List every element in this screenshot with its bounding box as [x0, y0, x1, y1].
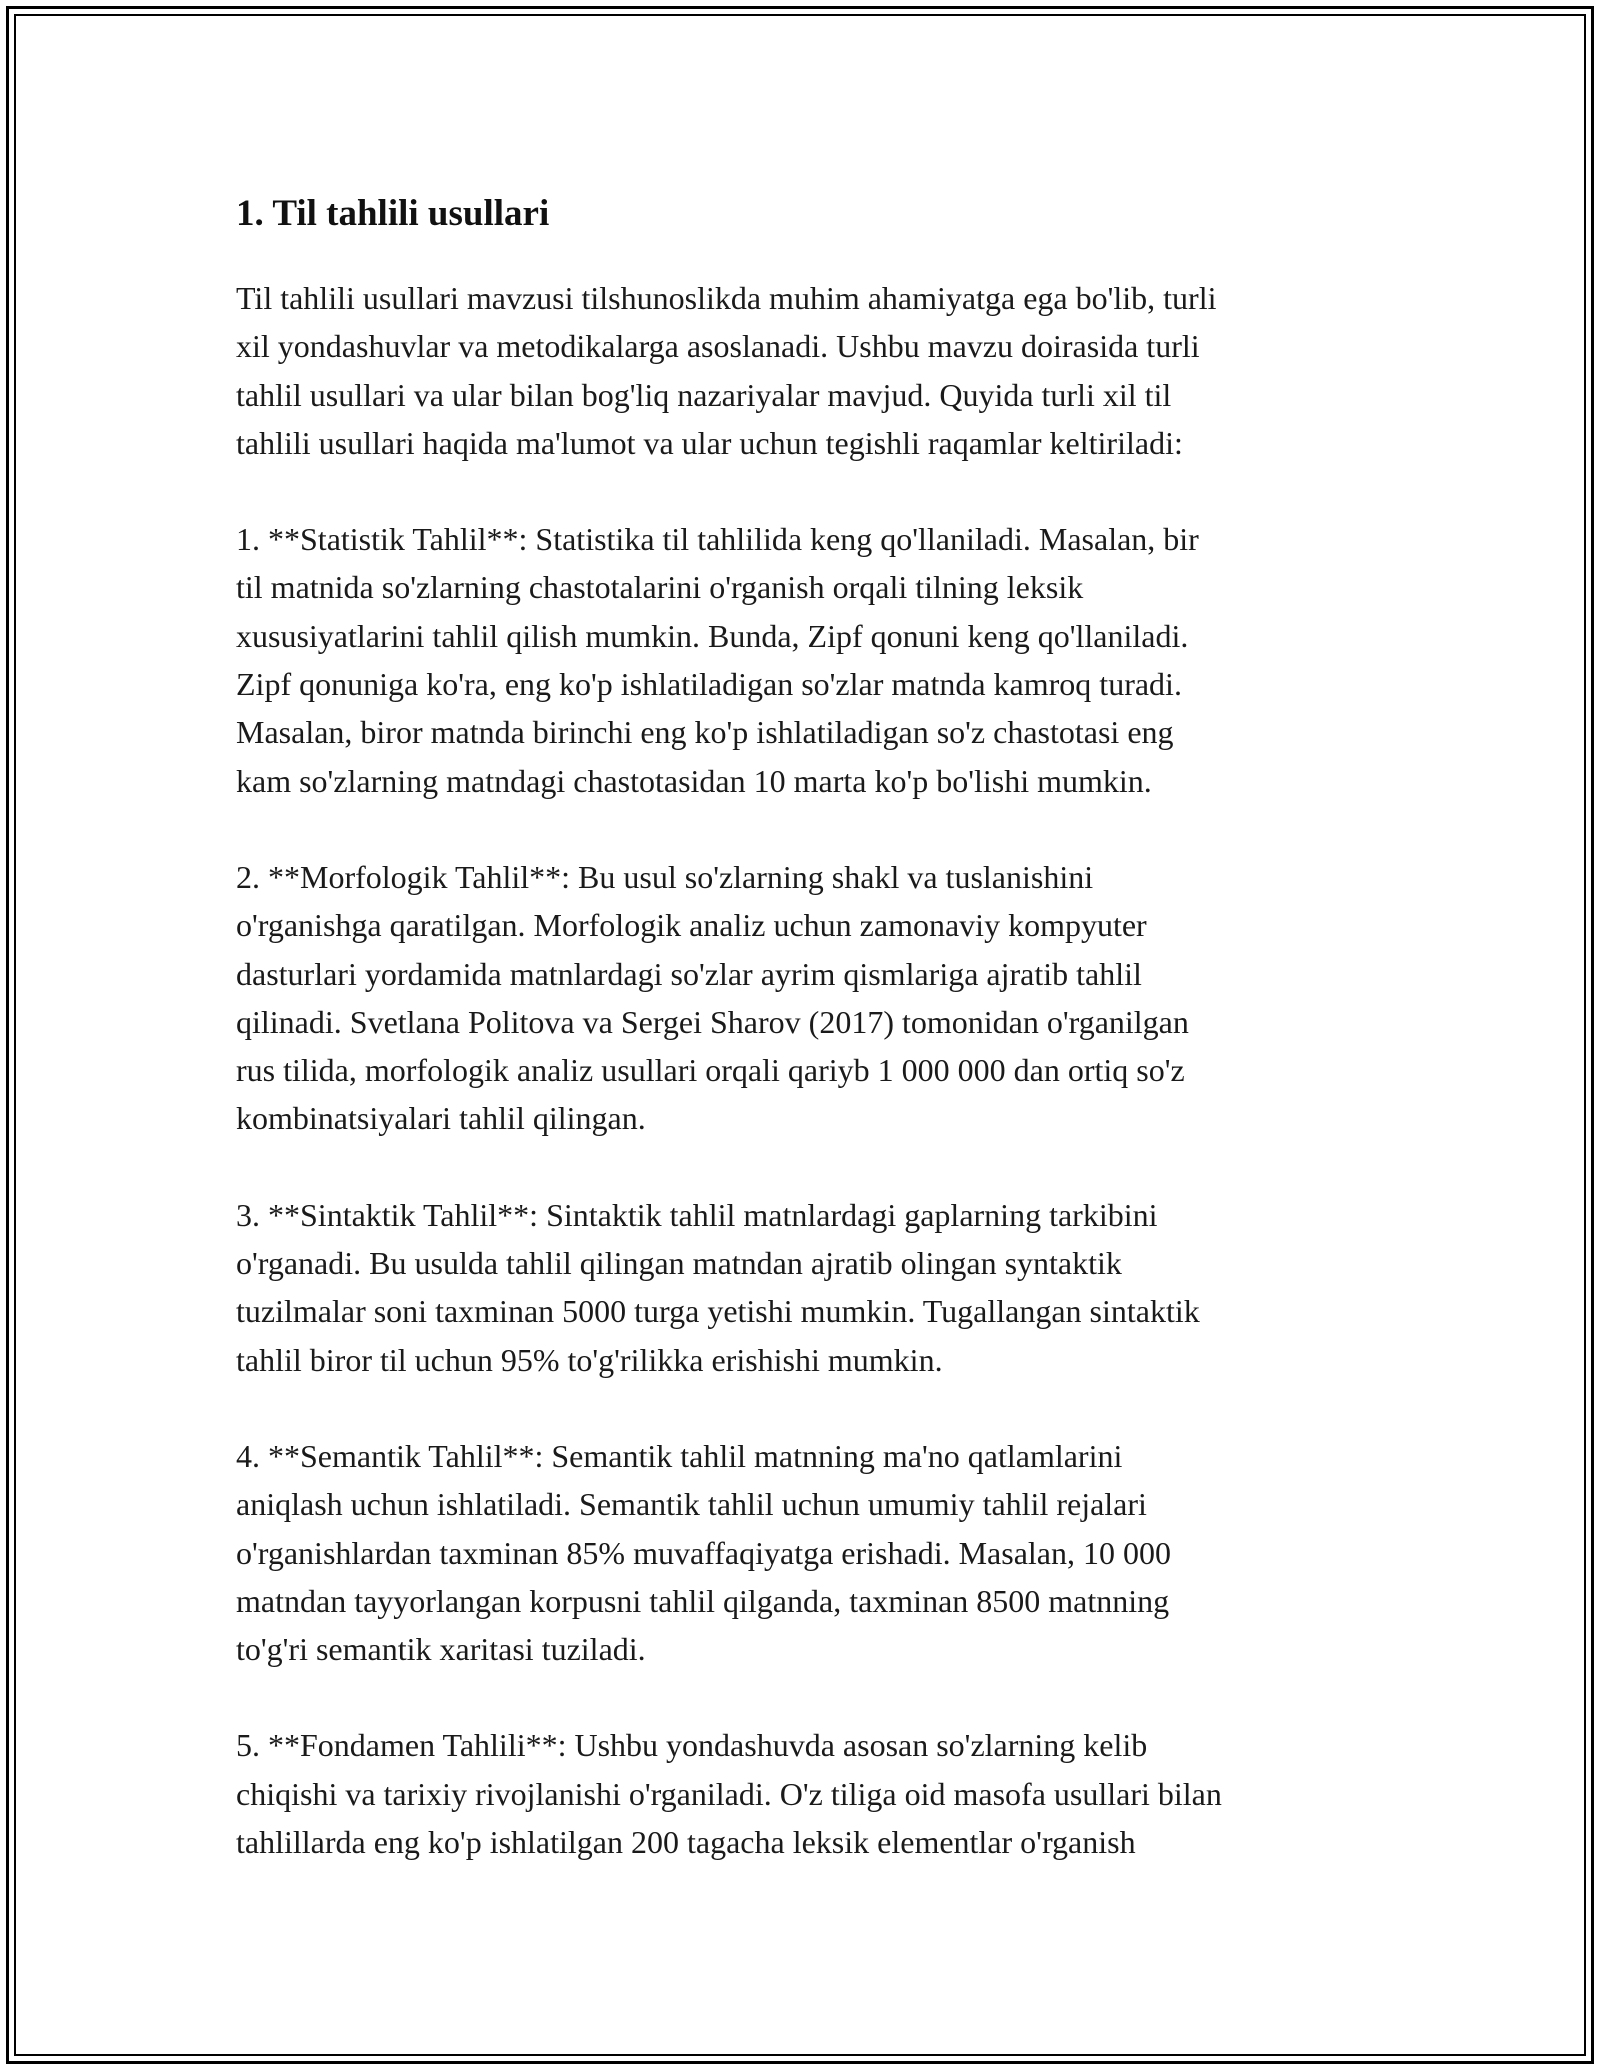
paragraph-list — [236, 274, 1386, 1866]
text-line: rus tilida, morfologik analiz usullari orqali qariyb 1 000 000 dan ortiq so'z — [236, 1052, 1185, 1089]
text-line: Til tahlili usullari mavzusi tilshunoslikda muhim ahamiyatga ega bo'lib, turli — [236, 280, 1217, 316]
text-line: xususiyatlarini tahlil qilish mumkin. Bunda, Zipf qonuni keng qo'llaniladi. — [236, 617, 1189, 654]
text-line: tahlil biror til uchun 95% to'g'rilikka erishishi mumkin. — [236, 1341, 943, 1378]
paragraph-4 — [236, 1191, 1386, 1384]
text-line: matndan tayyorlangan korpusni tahlil qilganda, taxminan 8500 matnning — [236, 1582, 1170, 1619]
text-line: 3. **Sintaktik Tahlil**: Sintaktik tahlil matnlardagi gaplarning tarkibini — [236, 1196, 1158, 1233]
text-line: kam so'zlarning matndagi chastotasidan 10 marta ko'p bo'lishi mumkin. — [236, 762, 1152, 799]
text-line: 2. **Morfologik Tahlil**: Bu usul so'zlarning shakl va tuslanishini — [236, 858, 1094, 895]
paragraph-5 — [236, 1432, 1386, 1673]
text-line: aniqlash uchun ishlatiladi. Semantik tahlil uchun umumiy tahlil rejalari — [236, 1486, 1147, 1523]
text-line: tuzilmalar soni taxminan 5000 turga yetishi mumkin. Tugallangan sintaktik — [236, 1293, 1200, 1330]
section-heading: 1. Til tahlili usullari — [236, 193, 550, 234]
text-line: til matnida so'zlarning chastotalarini o'rganish orqali tilning leksik — [236, 569, 1084, 606]
text-line: tahlil usullari va ular bilan bog'liq nazariyalar mavjud. Quyida turli xil til — [236, 376, 1172, 413]
text-line: qilinadi. Svetlana Politova va Sergei Sharov (2017) tomonidan o'rganilgan — [236, 1003, 1189, 1040]
paragraph-2 — [236, 515, 1386, 805]
text-line: o'rganishga qaratilgan. Morfologik analiz uchun zamonaviy kompyuter — [236, 907, 1147, 944]
text-line: 4. **Semantik Tahlil**: Semantik tahlil matnning ma'no qatlamlarini — [236, 1437, 1123, 1474]
text-line: xil yondashuvlar va metodikalarga asoslanadi. Ushbu mavzu doirasida turli — [236, 328, 1200, 365]
text-line: 1. **Statistik Tahlil**: Statistika til tahlilida keng qo'llaniladi. Masalan, bir — [236, 521, 1199, 558]
text-line: kombinatsiyalari tahlil qilingan. — [236, 1100, 646, 1137]
paragraph-6 — [236, 1721, 1386, 1866]
paragraph-1 — [236, 274, 1386, 467]
text-line: to'g'ri semantik xaritasi tuziladi. — [236, 1631, 646, 1668]
text-line: tahlillarda eng ko'p ishlatilgan 200 tagacha leksik elementlar o'rganish — [236, 1824, 1136, 1861]
text-line: Masalan, biror matnda birinchi eng ko'p ishlatiladigan so'z chastotasi eng — [236, 714, 1174, 751]
text-line: dasturlari yordamida matnlardagi so'zlar ayrim qismlariga ajratib tahlil — [236, 955, 1142, 992]
text-line: 5. **Fondamen Tahlili**: Ushbu yondashuvda asosan so'zlarning kelib — [236, 1727, 1148, 1764]
paragraph-3 — [236, 853, 1386, 1143]
document-body — [236, 188, 1386, 1914]
text-line: o'rganishlardan taxminan 85% muvaffaqiyatga erishadi. Masalan, 10 000 — [236, 1534, 1171, 1571]
text-line: tahlili usullari haqida ma'lumot va ular uchun tegishli raqamlar keltiriladi: — [236, 424, 1183, 461]
text-line: o'rganadi. Bu usulda tahlil qilingan matndan ajratib olingan syntaktik — [236, 1245, 1122, 1282]
text-line: Zipf qonuniga ko'ra, eng ko'p ishlatiladigan so'zlar matnda kamroq turadi. — [236, 666, 1182, 703]
text-line: chiqishi va tarixiy rivojlanishi o'rganiladi. O'z tiliga oid masofa usullari bilan — [236, 1775, 1222, 1812]
